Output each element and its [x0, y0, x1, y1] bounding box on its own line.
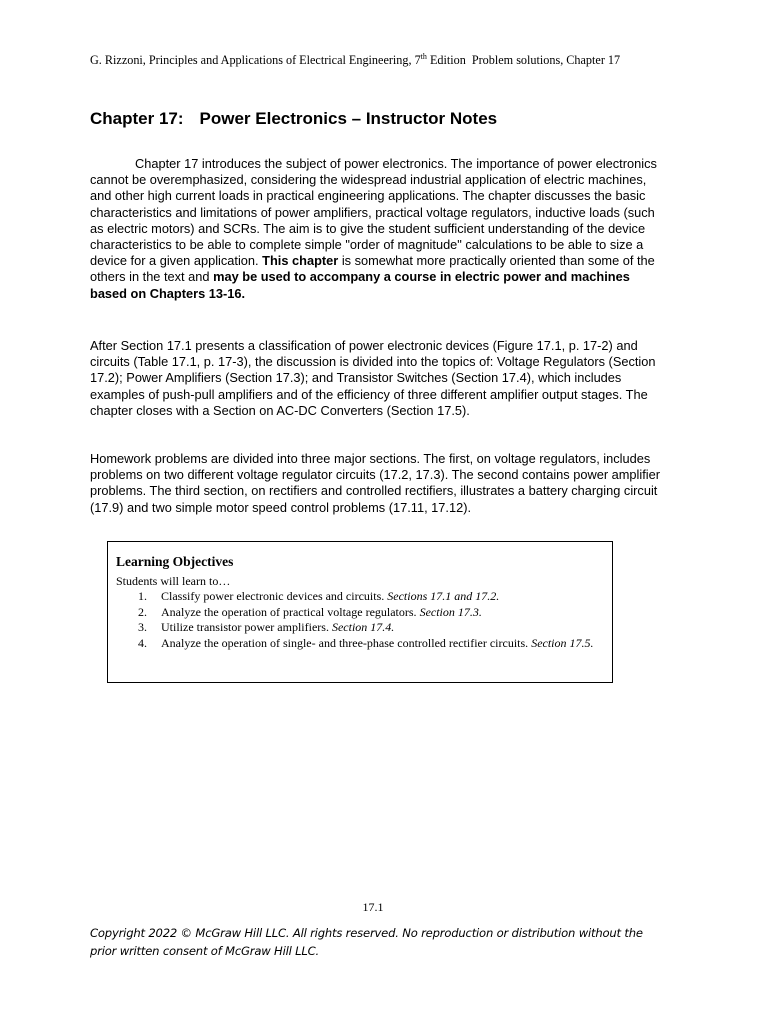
header-edition-superscript: th [420, 52, 427, 61]
learning-objectives-intro: Students will learn to… [116, 574, 231, 588]
objective-text: Classify power electronic devices and circuits. [161, 589, 388, 603]
learning-objectives-box [107, 541, 613, 683]
header-edition-word: Edition [429, 53, 466, 67]
objective-section: Sections 17.1 and 17.2. [387, 589, 500, 603]
chapter-name: Power Electronics – Instructor Notes [199, 109, 498, 128]
page-number: 17.1 [362, 900, 384, 914]
intro-mid-text: is somewhat more practically oriented than some of the others in the text and [90, 253, 655, 285]
sections-paragraph [90, 338, 665, 419]
learning-objectives-title: Learning Objectives [116, 554, 234, 569]
objective-number: 1. [138, 589, 147, 603]
chapter-number: Chapter 17: [90, 109, 184, 128]
objective-section: Section 17.5. [531, 635, 594, 650]
objective-item [116, 605, 606, 621]
objective-number: 3. [138, 620, 147, 635]
objective-number: 2. [138, 604, 147, 619]
copyright-notice: Copyright 2022 © McGraw Hill LLC. All rights reserved. No reproduction or distribution without the prior written consent of McGraw Hill LLC. [90, 926, 643, 958]
objective-section: Section 17.4. [331, 620, 395, 635]
objective-text: Analyze the operation of single- and three-phase controlled rectifier circuits. [161, 635, 532, 650]
intro-paragraph-text: Chapter 17 introduces the subject of power electronics. The importance of power electronics cannot be overemphasized, considering the widespread industrial application of electric machines, and other high current loads in practical engineering applications. The chapter discusses the basic characteristics and limitations of power amplifiers, practical voltage regulators, inductive loads (such as electric motors) and SCRs. The aim is to give the student sufficient understanding of the device characteristics to be able to complete simple "order of magnitude" calculations to be able to size a device for a given application. [90, 156, 657, 269]
objective-section: Section 17.3. [419, 604, 482, 619]
objective-item [116, 589, 606, 605]
homework-paragraph [90, 451, 665, 516]
header-book: G. Rizzoni, Principles and Applications of Electrical Engineering, 7 [90, 53, 421, 67]
sections-paragraph-text: After Section 17.1 presents a classification of power electronic devices (Figure 17.1, p. 17-2) and circuits (Table 17.1, p. 17-3), the discussion is divided into the topics of: Voltage Regulators (Section 17.2); Power Amplifiers (Section 17.3); and Transistor Switches (Section 17.4), which includes examples of push-pull amplifiers and of the efficiency of three different amplifier output stages. The chapter closes with a Section on AC-DC Converters (Section 17.5). [90, 338, 656, 418]
running-header [90, 52, 690, 68]
learning-objectives-list [116, 589, 606, 651]
intro-bold-tail: may be used to accompany a course in electric power and machines based on Chapters 13-16. [90, 269, 630, 301]
objective-text: Analyze the operation of practical voltage regulators. [161, 604, 420, 619]
intro-bold-lead: This chapter [262, 253, 339, 269]
objective-text: Utilize transistor power amplifiers. [161, 620, 332, 635]
objective-item [116, 620, 606, 636]
homework-paragraph-text: Homework problems are divided into three major sections. The first, on voltage regulators, includes problems on two different voltage regulator circuits (17.2, 17.3). The second contains power amplifier problems. The third section, on rectifiers and controlled rectifiers, illustrates a battery charging circuit (17.9) and two simple motor speed control problems (17.11, 17.12). [90, 451, 660, 515]
chapter-title [90, 109, 690, 129]
objective-item [116, 636, 606, 652]
objective-number: 4. [138, 635, 147, 650]
header-section: Problem solutions, Chapter 17 [471, 53, 621, 67]
intro-paragraph [90, 156, 665, 302]
